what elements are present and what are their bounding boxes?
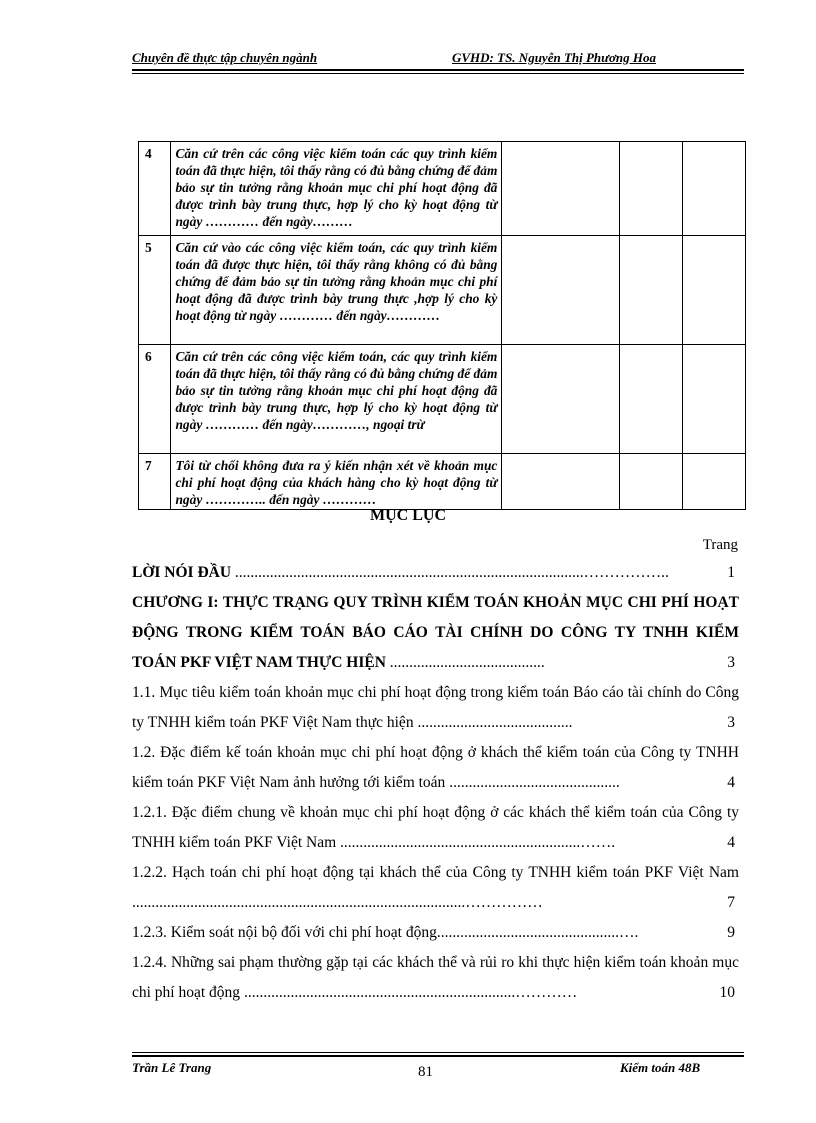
table-row (139, 345, 746, 454)
table-cell-empty (502, 454, 619, 510)
table-cell-empty (502, 345, 619, 454)
footer-class: Kiểm toán 48B (620, 1060, 701, 1075)
toc-entry[interactable] (132, 738, 739, 798)
toc-page-label: Trang (702, 537, 738, 553)
table-cell-empty (619, 345, 682, 454)
row-number: 7 (139, 454, 171, 510)
toc-page-number: 4 (727, 834, 735, 851)
row-text: Tôi từ chối không đưa ra ý kiến nhận xét về khoản mục chi phí hoạt động của khách hàng cho kỳ hoạt động từ ngày ………….. đến ngày ………… (171, 454, 502, 510)
toc-leader-dots: ...............................................…. (436, 924, 639, 941)
header-rule-thin (132, 73, 744, 74)
footer-rule-thin (132, 1052, 744, 1053)
toc-leader-dots: ........................................ (413, 714, 573, 731)
toc-leader-dots: ..............................................................……. (336, 834, 616, 851)
table-row (139, 236, 746, 345)
footer-author: Trần Lê Trang (132, 1060, 212, 1075)
toc-entry-text: 1.1. Mục tiêu kiểm toán khoản mục chi phí hoạt động trong kiểm toán Báo cáo tài chính do Công ty TNHH kiểm toán PKF Việt Nam thực hiện (132, 684, 739, 731)
table-cell-empty (682, 454, 745, 510)
toc-page-number: 9 (727, 924, 735, 941)
toc-entry[interactable] (132, 918, 739, 948)
toc-entry-text: CHƯƠNG I: THỰC TRẠNG QUY TRÌNH KIỂM TOÁN KHOẢN MỤC CHI PHÍ HOẠT ĐỘNG TRONG KIỂM TOÁN BÁO CÁO TÀI CHÍNH DO CÔNG TY TNHH KIỂM TOÁN PKF VIỆT NAM THỰC HIỆN (132, 594, 739, 671)
toc-leader-dots: ......................................................................………… (240, 984, 578, 1001)
toc-entry[interactable] (132, 798, 739, 858)
header-right-text: GVHD: TS. Nguyễn Thị Phương Hoa (452, 50, 657, 65)
toc-page-number: 1 (727, 564, 735, 581)
toc-entry-text: 1.2.4. Những sai phạm thường gặp tại các khách thể và rủi ro khi thực hiện kiểm toán khoản mục chi phí hoạt động (132, 954, 739, 1001)
table-cell-empty (619, 142, 682, 236)
header-left-text: Chuyên đề thực tập chuyên ngành (132, 50, 318, 65)
toc-page-number: 3 (727, 714, 735, 731)
toc-entry[interactable] (132, 858, 739, 918)
toc-leader-dots: ......................................................................................…………… (132, 894, 543, 911)
toc-page-number: 10 (719, 984, 735, 1001)
row-text: Căn cứ vào các công việc kiểm toán, các quy trình kiểm toán đã được thực hiện, tôi thấy rằng không có đủ bằng chứng để đảm bảo sự tin tưởng rằng khoản mục chi phí hoạt động đã được trình bày trung thực ,hợp lý cho kỳ hoạt động từ ngày ………… đến ngày………… (171, 236, 502, 345)
toc-leader-dots: ............................................ (445, 774, 620, 791)
toc-entry-text: 1.2.3. Kiểm soát nội bộ đối với chi phí hoạt động (132, 924, 437, 941)
toc-entry-text: 1.2.1. Đặc điểm chung về khoản mục chi phí hoạt động ở các khách thể kiểm toán của Công ty TNHH kiểm toán PKF Việt Nam (132, 804, 739, 851)
page-header (132, 50, 744, 68)
toc-entry[interactable] (132, 558, 739, 588)
toc-entry[interactable] (132, 678, 739, 738)
row-number: 5 (139, 236, 171, 345)
toc-entry-text: 1.2.2. Hạch toán chi phí hoạt động tại khách thể của Công ty TNHH kiểm toán PKF Việt Nam (132, 864, 739, 881)
table-cell-empty (682, 236, 745, 345)
table-cell-empty (619, 236, 682, 345)
toc-entry-text: 1.2. Đặc điểm kế toán khoản mục chi phí hoạt động ở khách thể kiểm toán của Công ty TNHH kiểm toán PKF Việt Nam ảnh hưởng tới kiểm toán (132, 744, 739, 791)
footer-page-number: 81 (418, 1064, 433, 1080)
footer-rule-thick (132, 1055, 744, 1057)
table-row (139, 454, 746, 510)
toc-entry[interactable] (132, 588, 739, 678)
table-row (139, 142, 746, 236)
toc-entry-text: LỜI NÓI ĐẦU (132, 564, 232, 581)
toc-entry[interactable] (132, 948, 739, 1008)
toc-leader-dots: ........................................ (385, 654, 545, 671)
toc-page-number: 7 (727, 894, 735, 911)
audit-conclusion-table (138, 141, 746, 510)
table-cell-empty (502, 236, 619, 345)
row-text: Căn cứ trên các công việc kiểm toán các quy trình kiểm toán đã thực hiện, tôi thấy rằng có đủ bằng chứng để đảm bảo sự tin tưởng rằng khoản mục chi phí hoạt động đã được trình bày trung thực, hợp lý cho kỳ hoạt động từ ngày ………… đến ngày……… (171, 142, 502, 236)
toc-page-number: 3 (727, 654, 735, 671)
toc-title: MỤC LỤC (370, 507, 446, 524)
row-number: 6 (139, 345, 171, 454)
toc-page-number: 4 (727, 774, 735, 791)
table-cell-empty (682, 345, 745, 454)
table-of-contents (132, 558, 739, 1008)
row-number: 4 (139, 142, 171, 236)
table-cell-empty (502, 142, 619, 236)
row-text: Căn cứ trên các công việc kiểm toán, các quy trình kiểm toán đã thực hiện, tôi thấy rằng có đủ bằng chứng để đảm bảo sự tin tưởng rằng khoản mục chi phí hoạt động đã được trình bày trung thực, hợp lý cho kỳ hoạt động từ ngày ………… đến ngày…………, ngoại trừ (171, 345, 502, 454)
table-cell-empty (619, 454, 682, 510)
header-rule-thick (132, 69, 744, 71)
toc-leader-dots: ..........................................................................................…………….. (231, 564, 669, 581)
table-cell-empty (682, 142, 745, 236)
